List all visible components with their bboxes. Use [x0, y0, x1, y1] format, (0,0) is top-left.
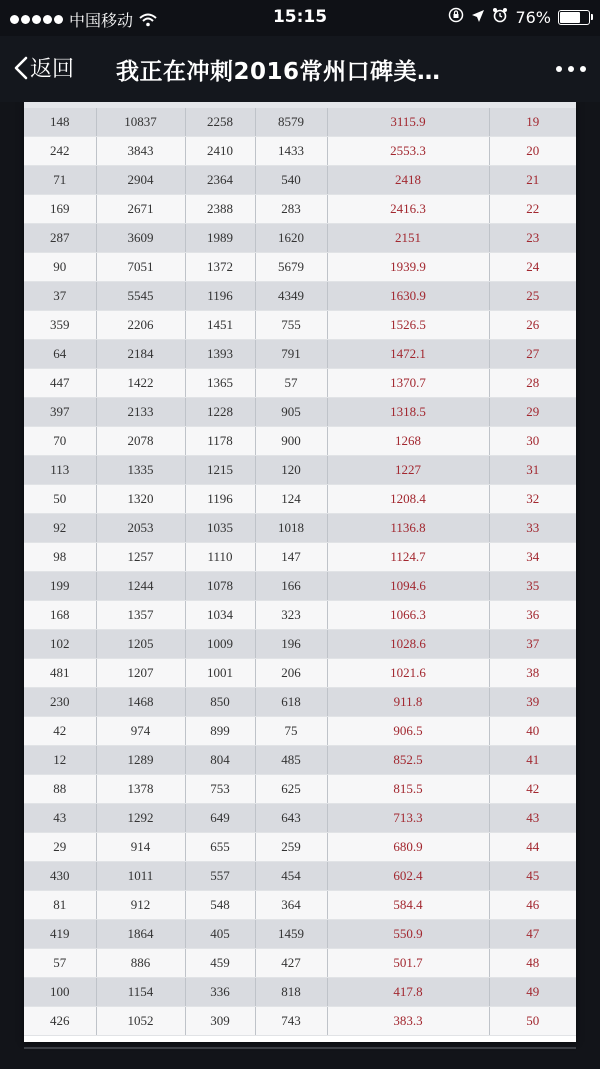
table-cell-rank: 49	[489, 978, 576, 1007]
table-cell-a: 804	[185, 746, 255, 775]
table-row	[24, 311, 576, 340]
table-cell-score: 1136.8	[327, 514, 489, 543]
table-cell-a: 1989	[185, 224, 255, 253]
table-cell-b: 323	[255, 601, 327, 630]
table-cell-score: 815.5	[327, 775, 489, 804]
table-cell-rank: 42	[489, 775, 576, 804]
table-cell-score: 584.4	[327, 891, 489, 920]
table-cell-total: 1011	[96, 862, 185, 891]
table-cell-rank: 46	[489, 891, 576, 920]
table-cell-score: 1124.7	[327, 543, 489, 572]
table-cell-total: 1289	[96, 746, 185, 775]
table-cell-rank: 31	[489, 456, 576, 485]
table-cell-total: 3609	[96, 224, 185, 253]
table-cell-score: 1472.1	[327, 340, 489, 369]
table-row	[24, 369, 576, 398]
table-cell-b: 618	[255, 688, 327, 717]
table-row	[24, 833, 576, 862]
table-cell-total: 3843	[96, 137, 185, 166]
table-cell-a: 1035	[185, 514, 255, 543]
table-image	[24, 102, 576, 1042]
table-row	[24, 601, 576, 630]
table-cell-rank: 26	[489, 311, 576, 340]
table-row	[24, 775, 576, 804]
table-cell-total: 974	[96, 717, 185, 746]
table-cell-total: 1320	[96, 485, 185, 514]
table-cell-id: 430	[24, 862, 96, 891]
table-cell-total: 2053	[96, 514, 185, 543]
table-cell-total: 1207	[96, 659, 185, 688]
table-cell-score: 680.9	[327, 833, 489, 862]
table-cell-b: 643	[255, 804, 327, 833]
table-cell-b: 124	[255, 485, 327, 514]
table-cell-rank: 43	[489, 804, 576, 833]
table-cell-total: 1378	[96, 775, 185, 804]
table-cell-total: 1335	[96, 456, 185, 485]
table-cell-total: 1422	[96, 369, 185, 398]
table-cell-b: 75	[255, 717, 327, 746]
table-cell-b: 743	[255, 1007, 327, 1036]
table-cell-b: 283	[255, 195, 327, 224]
table-cell-rank: 21	[489, 166, 576, 195]
table-cell-id: 50	[24, 485, 96, 514]
table-cell-rank: 33	[489, 514, 576, 543]
table-row	[24, 108, 576, 137]
table-cell-a: 753	[185, 775, 255, 804]
back-button[interactable]	[14, 52, 74, 83]
table-cell-a: 2410	[185, 137, 255, 166]
table-cell-b: 1018	[255, 514, 327, 543]
table-cell-total: 1257	[96, 543, 185, 572]
table-cell-total: 1468	[96, 688, 185, 717]
table-cell-total: 10837	[96, 108, 185, 137]
table-cell-score: 2416.3	[327, 195, 489, 224]
table-cell-b: 905	[255, 398, 327, 427]
table-cell-score: 1208.4	[327, 485, 489, 514]
table-cell-b: 1459	[255, 920, 327, 949]
table-cell-b: 1620	[255, 224, 327, 253]
table-cell-a: 1001	[185, 659, 255, 688]
table-cell-id: 102	[24, 630, 96, 659]
table-row	[24, 514, 576, 543]
status-bar	[0, 0, 600, 36]
table-cell-total: 1205	[96, 630, 185, 659]
table-cell-b: 166	[255, 572, 327, 601]
table-cell-total: 2184	[96, 340, 185, 369]
table-cell-rank: 34	[489, 543, 576, 572]
table-cell-score: 906.5	[327, 717, 489, 746]
table-cell-id: 359	[24, 311, 96, 340]
table-cell-id: 287	[24, 224, 96, 253]
table-cell-id: 42	[24, 717, 96, 746]
table-cell-a: 1365	[185, 369, 255, 398]
table-cell-a: 1078	[185, 572, 255, 601]
table-cell-id: 148	[24, 108, 96, 137]
table-cell-id: 37	[24, 282, 96, 311]
table-cell-id: 57	[24, 949, 96, 978]
table-cell-rank: 25	[489, 282, 576, 311]
table-cell-b: 196	[255, 630, 327, 659]
table-cell-total: 2078	[96, 427, 185, 456]
table-cell-b: 5679	[255, 253, 327, 282]
table-cell-score: 1318.5	[327, 398, 489, 427]
table-cell-a: 655	[185, 833, 255, 862]
table-cell-total: 2133	[96, 398, 185, 427]
article-content[interactable]	[0, 102, 600, 1069]
table-cell-score: 1370.7	[327, 369, 489, 398]
table-cell-a: 1196	[185, 282, 255, 311]
table-cell-rank: 40	[489, 717, 576, 746]
table-cell-a: 336	[185, 978, 255, 1007]
table-cell-score: 713.3	[327, 804, 489, 833]
table-row	[24, 630, 576, 659]
table-row	[24, 456, 576, 485]
table-cell-score: 911.8	[327, 688, 489, 717]
status-time: 15:15	[272, 7, 328, 27]
table-cell-b: 259	[255, 833, 327, 862]
table-cell-a: 557	[185, 862, 255, 891]
back-label: 返回	[30, 57, 75, 82]
table-cell-a: 309	[185, 1007, 255, 1036]
table-cell-a: 1451	[185, 311, 255, 340]
table-cell-b: 147	[255, 543, 327, 572]
table-cell-id: 397	[24, 398, 96, 427]
table-cell-b: 364	[255, 891, 327, 920]
table-cell-a: 1393	[185, 340, 255, 369]
table-cell-total: 914	[96, 833, 185, 862]
table-cell-total: 1292	[96, 804, 185, 833]
table-cell-rank: 28	[489, 369, 576, 398]
table-row	[24, 166, 576, 195]
table-cell-b: 120	[255, 456, 327, 485]
table-cell-id: 113	[24, 456, 96, 485]
table-row	[24, 717, 576, 746]
table-cell-id: 426	[24, 1007, 96, 1036]
table-cell-rank: 50	[489, 1007, 576, 1036]
table-cell-score: 3115.9	[327, 108, 489, 137]
table-row	[24, 978, 576, 1007]
table-cell-a: 850	[185, 688, 255, 717]
table-cell-score: 1094.6	[327, 572, 489, 601]
table-cell-total: 1357	[96, 601, 185, 630]
table-cell-id: 29	[24, 833, 96, 862]
table-cell-id: 12	[24, 746, 96, 775]
battery-icon	[558, 10, 590, 25]
table-cell-a: 1228	[185, 398, 255, 427]
table-cell-score: 1028.6	[327, 630, 489, 659]
table-cell-id: 199	[24, 572, 96, 601]
table-cell-b: 1433	[255, 137, 327, 166]
table-cell-a: 459	[185, 949, 255, 978]
table-cell-rank: 30	[489, 427, 576, 456]
table-cell-score: 852.5	[327, 746, 489, 775]
table-cell-id: 98	[24, 543, 96, 572]
table-cell-score: 383.3	[327, 1007, 489, 1036]
table-cell-a: 2388	[185, 195, 255, 224]
table-cell-score: 550.9	[327, 920, 489, 949]
table-cell-id: 64	[24, 340, 96, 369]
table-cell-a: 1372	[185, 253, 255, 282]
table-cell-rank: 35	[489, 572, 576, 601]
table-row	[24, 224, 576, 253]
table-cell-total: 7051	[96, 253, 185, 282]
more-dots-icon[interactable]	[556, 66, 586, 72]
table-cell-a: 2258	[185, 108, 255, 137]
table-row	[24, 543, 576, 572]
table-cell-score: 1268	[327, 427, 489, 456]
table-cell-b: 791	[255, 340, 327, 369]
table-cell-rank: 47	[489, 920, 576, 949]
table-cell-id: 447	[24, 369, 96, 398]
table-row	[24, 137, 576, 166]
table-cell-b: 818	[255, 978, 327, 1007]
chevron-left-icon	[14, 56, 28, 80]
table-cell-a: 405	[185, 920, 255, 949]
table-cell-rank: 41	[489, 746, 576, 775]
table-cell-b: 755	[255, 311, 327, 340]
status-right	[448, 7, 590, 27]
table-cell-a: 899	[185, 717, 255, 746]
table-cell-id: 81	[24, 891, 96, 920]
table-cell-score: 1021.6	[327, 659, 489, 688]
table-cell-id: 168	[24, 601, 96, 630]
table-cell-id: 100	[24, 978, 96, 1007]
table-cell-score: 1939.9	[327, 253, 489, 282]
table-row	[24, 659, 576, 688]
alarm-icon	[492, 7, 508, 27]
table-cell-b: 540	[255, 166, 327, 195]
table-cell-rank: 24	[489, 253, 576, 282]
table-cell-rank: 38	[489, 659, 576, 688]
table-row	[24, 862, 576, 891]
bottom-divider	[24, 1047, 576, 1049]
table-cell-total: 2671	[96, 195, 185, 224]
table-cell-score: 501.7	[327, 949, 489, 978]
table-cell-score: 602.4	[327, 862, 489, 891]
table-row	[24, 1007, 576, 1036]
table-cell-total: 912	[96, 891, 185, 920]
location-arrow-icon	[471, 8, 485, 27]
table-cell-total: 886	[96, 949, 185, 978]
ranking-table	[24, 108, 576, 1036]
table-cell-id: 88	[24, 775, 96, 804]
table-row	[24, 398, 576, 427]
table-cell-score: 1066.3	[327, 601, 489, 630]
table-row	[24, 804, 576, 833]
table-cell-rank: 48	[489, 949, 576, 978]
battery-percent: 76%	[515, 7, 551, 27]
page-title: 我正在冲刺2016常州口碑美…	[116, 59, 441, 85]
table-cell-score: 1227	[327, 456, 489, 485]
table-cell-score: 1526.5	[327, 311, 489, 340]
table-cell-total: 1244	[96, 572, 185, 601]
table-cell-total: 5545	[96, 282, 185, 311]
nav-bar	[0, 36, 600, 102]
table-row	[24, 427, 576, 456]
table-row	[24, 920, 576, 949]
table-cell-rank: 36	[489, 601, 576, 630]
table-cell-id: 90	[24, 253, 96, 282]
table-cell-rank: 20	[489, 137, 576, 166]
table-row	[24, 572, 576, 601]
table-cell-b: 4349	[255, 282, 327, 311]
table-cell-rank: 44	[489, 833, 576, 862]
table-cell-a: 2364	[185, 166, 255, 195]
table-cell-total: 1154	[96, 978, 185, 1007]
table-row	[24, 340, 576, 369]
table-cell-id: 230	[24, 688, 96, 717]
table-cell-b: 57	[255, 369, 327, 398]
table-cell-a: 1178	[185, 427, 255, 456]
orientation-lock-icon	[448, 7, 464, 27]
table-cell-b: 8579	[255, 108, 327, 137]
table-row	[24, 688, 576, 717]
table-cell-score: 417.8	[327, 978, 489, 1007]
table-cell-rank: 32	[489, 485, 576, 514]
table-cell-id: 71	[24, 166, 96, 195]
table-cell-id: 242	[24, 137, 96, 166]
table-cell-id: 481	[24, 659, 96, 688]
table-cell-rank: 29	[489, 398, 576, 427]
table-row	[24, 949, 576, 978]
table-cell-b: 900	[255, 427, 327, 456]
table-cell-rank: 23	[489, 224, 576, 253]
table-row	[24, 485, 576, 514]
table-cell-score: 2151	[327, 224, 489, 253]
table-cell-score: 1630.9	[327, 282, 489, 311]
table-cell-id: 92	[24, 514, 96, 543]
table-cell-a: 1215	[185, 456, 255, 485]
table-row	[24, 195, 576, 224]
table-row	[24, 891, 576, 920]
carrier-label: 中国移动	[69, 11, 134, 30]
table-cell-rank: 45	[489, 862, 576, 891]
table-cell-id: 419	[24, 920, 96, 949]
table-cell-b: 625	[255, 775, 327, 804]
table-row	[24, 746, 576, 775]
table-cell-a: 548	[185, 891, 255, 920]
table-cell-total: 2904	[96, 166, 185, 195]
table-cell-total: 1864	[96, 920, 185, 949]
table-cell-rank: 37	[489, 630, 576, 659]
table-cell-rank: 22	[489, 195, 576, 224]
table-cell-b: 206	[255, 659, 327, 688]
table-cell-total: 1052	[96, 1007, 185, 1036]
table-cell-total: 2206	[96, 311, 185, 340]
table-cell-a: 1034	[185, 601, 255, 630]
table-cell-b: 454	[255, 862, 327, 891]
table-cell-a: 1196	[185, 485, 255, 514]
table-cell-score: 2418	[327, 166, 489, 195]
table-cell-a: 1009	[185, 630, 255, 659]
table-cell-b: 427	[255, 949, 327, 978]
table-cell-rank: 19	[489, 108, 576, 137]
table-cell-rank: 39	[489, 688, 576, 717]
table-cell-id: 70	[24, 427, 96, 456]
table-row	[24, 282, 576, 311]
table-cell-a: 649	[185, 804, 255, 833]
table-cell-id: 169	[24, 195, 96, 224]
table-row	[24, 253, 576, 282]
table-cell-a: 1110	[185, 543, 255, 572]
table-cell-score: 2553.3	[327, 137, 489, 166]
table-cell-id: 43	[24, 804, 96, 833]
table-cell-b: 485	[255, 746, 327, 775]
table-cell-rank: 27	[489, 340, 576, 369]
